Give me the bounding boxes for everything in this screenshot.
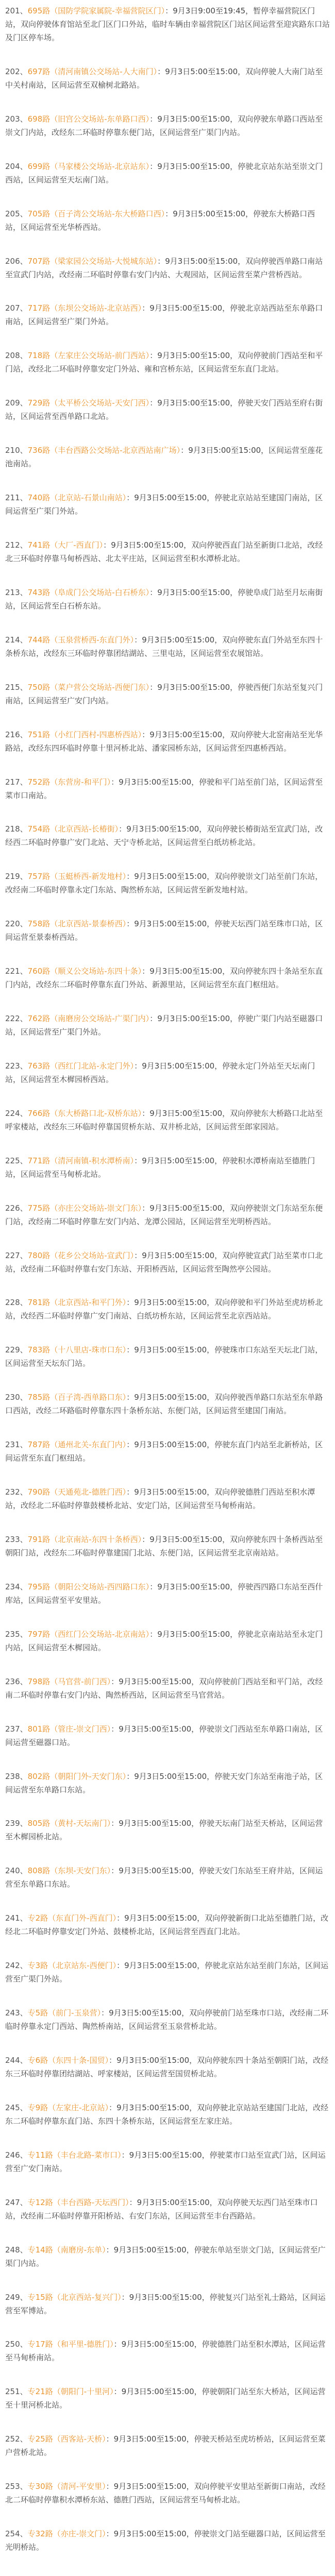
item-number: 241、 — [5, 1913, 28, 1923]
route-adjustment-detail: ：9月3日5:00至15:00，停驶东大桥路口西站，区间运营至光华桥西站。 — [5, 209, 315, 232]
route-name: 766路（东大桥路口北-双桥东站） — [27, 1108, 142, 1118]
route-name: 专12路（丰台西路-天坛西门） — [27, 2197, 129, 2207]
route-name: 741路（大厂-西直门） — [27, 540, 104, 550]
route-adjustment-detail: ：9月3日5:00至15:00，停驶北京南站站至永定门内站，区间运营至木樨园站。 — [5, 1629, 323, 1652]
route-item — [5, 2148, 330, 2175]
route-item — [5, 1485, 330, 1512]
item-number: 218、 — [5, 824, 28, 834]
route-adjustment-detail: ：9月3日9:00至19:45，暂停幸福营院区门站，双向停驶体育馆站至北门区门口外站，临时车辆由幸福营院区门站区间运营至迎宾路东口站及门区停车场。 — [5, 6, 330, 42]
route-item — [5, 586, 330, 613]
route-item — [5, 1343, 330, 1370]
route-item — [5, 1817, 330, 1843]
route-name: 797路（西红门公交场站-北京南站） — [27, 1629, 150, 1639]
item-number: 214、 — [5, 635, 28, 645]
route-name: 717路（东坝公交场站-北京站西） — [27, 303, 142, 313]
route-adjustment-detail: ：9月3日5:00至15:00，停驶天安门东站至南池子站，区间运营至东单路口东站。 — [5, 1771, 323, 1794]
route-name: 专15路（北京西站-复兴门） — [27, 2292, 122, 2302]
route-adjustment-detail: ：9月3日5:00至15:00，双向停驶崇文门站至前门东站，改经南二环临时停靠永定门东站、陶然桥东站，区间运营至新发地村站。 — [5, 872, 323, 895]
route-item — [5, 2527, 330, 2554]
route-name: 790路（天通苑北-德胜门西） — [27, 1487, 127, 1497]
item-number: 224、 — [5, 1108, 28, 1118]
item-number: 237、 — [5, 1724, 28, 1734]
route-adjustment-detail: ：9月3日5:00至15:00，停驶崇文门站至磁器口站，区间运营至光明桥站。 — [5, 2529, 326, 2552]
route-adjustment-detail: ：9月3日5:00至15:00，停驶积水潭桥南站至德胜门站，区间运营至马甸桥北站。 — [5, 1156, 315, 1179]
item-number: 245、 — [5, 2103, 28, 2112]
item-number: 219、 — [5, 872, 28, 882]
route-adjustment-detail: ：9月3日5:00至15:00，停驶东单站至崇文门站，区间运营至广渠门内站。 — [5, 2245, 326, 2268]
item-number: 212、 — [5, 540, 28, 550]
item-number: 213、 — [5, 587, 28, 597]
item-number: 209、 — [5, 398, 28, 408]
route-item — [5, 964, 330, 991]
route-item — [5, 1012, 330, 1039]
route-adjustment-detail: ：9月3日5:00至15:00，停驶北京站东站至前门东站，区间运营至广渠门外站。 — [5, 1961, 329, 1984]
route-item — [5, 2196, 330, 2223]
route-adjustment-detail: ：9月3日5:00至15:00，停驶复兴门站至礼士路站，区间运营至军博站。 — [5, 2292, 326, 2315]
route-adjustment-detail: ：9月3日5:00至15:00，双向停驶东四十条桥西站至朝阳门站，改经东二环临时停靠建国门北站、东便门站，区间运营至北京南站站。 — [5, 1535, 323, 1557]
item-number: 248、 — [5, 2245, 28, 2255]
item-number: 254、 — [5, 2529, 28, 2539]
route-item — [5, 255, 330, 281]
route-name: 专3路（北京站东-西便门） — [27, 1961, 117, 1971]
route-item — [5, 1438, 330, 1465]
route-name: 专6路（东四十条-国贸） — [27, 2055, 109, 2065]
route-name: 743路（阜成门公交场站-白石桥东） — [27, 587, 150, 597]
route-adjustment-detail: ：9月3日5:00至15:00，停驶菜市口站至宣武门站，区间运营至广安门南站。 — [5, 2150, 326, 2173]
item-number: 238、 — [5, 1771, 28, 1781]
route-item — [5, 1675, 330, 1702]
route-item — [5, 775, 330, 802]
item-number: 203、 — [5, 114, 28, 124]
route-name: 专32路（亦庄-崇文门） — [27, 2529, 106, 2539]
route-adjustment-detail: ：9月3日5:00至15:00，双向停驶东直门外站至东四十条桥东站，改经东三环临时停靠团结湖站、三里屯站，区间运营至农展馆站。 — [5, 635, 323, 658]
item-number: 239、 — [5, 1819, 28, 1828]
route-name: 771路（清河南镇-积水潭桥南） — [27, 1156, 135, 1165]
item-number: 231、 — [5, 1440, 28, 1450]
route-name: 专5路（前门-玉泉营） — [27, 2008, 102, 2018]
route-adjustment-detail: ：9月3日5:00至15:00，停驶北京站西站至东单路口南站，区间运营至广渠门外站。 — [5, 303, 323, 327]
route-item — [5, 2337, 330, 2364]
route-name: 787路（通州北关-东直门内） — [27, 1440, 127, 1450]
route-adjustment-detail: ：9月3日5:00至15:00，停驶珠市口东站至天坛北门站，区间运营至天坛东门站。 — [5, 1345, 323, 1368]
route-adjustment-detail: ：9月3日5:00至15:00，停驶西四路口东站至西什库站，区间运营至平安里站。 — [5, 1582, 323, 1605]
route-item — [5, 112, 330, 139]
route-adjustment-detail: ：9月3日5:00至15:00，停驶德胜门站至积水潭站，区间运营至马甸桥南站。 — [5, 2340, 326, 2363]
route-adjustment-detail: ：9月3日5:00至15:00，双向停驶西单路口南站至宣武门内站，改经南二环临时停靠右安门内站、大观园站，区间运营至菜户营桥西站。 — [5, 256, 323, 279]
route-name: 专2路（东直门外-西直门） — [27, 1913, 117, 1923]
item-number: 244、 — [5, 2055, 28, 2065]
route-name: 798路（马官营-前门西） — [27, 1676, 111, 1686]
route-name: 780路（花乡公交场站-宣武门） — [27, 1250, 135, 1260]
item-number: 229、 — [5, 1345, 28, 1355]
route-adjustment-detail: ：9月3日5:00至15:00，双向停驶宣武门站至菜市口北站，改经南二环临时停靠右安门东站、开阳桥西站，区间运营至陶然亭公园站。 — [5, 1250, 323, 1274]
route-name: 751路（小红门西村-四惠桥西站） — [27, 730, 142, 739]
route-adjustment-detail: ：9月3日5:00至15:00，停驶北京站东站至崇文门西站，区间运营至天坛南门站。 — [5, 161, 323, 184]
route-item — [5, 2243, 330, 2270]
route-name: 705路（百子湾公交场站-东大桥路口西） — [27, 209, 165, 218]
route-item — [5, 2291, 330, 2317]
item-number: 221、 — [5, 967, 28, 976]
route-name: 760路（顺义公交场站-东四十条） — [27, 967, 142, 976]
route-name: 801路（管庄-崇文门西） — [27, 1724, 111, 1734]
route-item — [5, 444, 330, 470]
route-adjustment-detail: ：9月3日5:00至15:00，停驶广渠门内站至磁器口站，区间运营至广渠门外站。 — [5, 1014, 323, 1037]
route-name: 758路（北京西站-景泰桥西） — [27, 919, 127, 929]
route-item — [5, 1249, 330, 1276]
route-name: 757路（玉蜓桥西-新发地村） — [27, 872, 127, 882]
route-item — [5, 1959, 330, 1986]
route-adjustment-detail: ：9月3日5:00至15:00，双向停驶前门站至珠市口站，改经南二环临时停靠永定门西站、陶然桥南站，区间运营至玉泉营桥北站。 — [5, 2008, 329, 2031]
route-name: 740路（北京站-石景山南站） — [27, 493, 127, 503]
route-adjustment-detail: ：9月3日5:00至15:00，双向停驶天坛西门站至珠市口站，改经南二环临时停靠开阳桥站、右安门东站，区间运营至丰台西路站。 — [5, 2197, 318, 2221]
route-name: 专11路（丰台北路-菜市口） — [27, 2150, 122, 2160]
route-adjustment-detail: ：9月3日5:00至15:00，双向停驶人大南门站至中关村南站，区间运营至双榆树北路站。 — [5, 66, 323, 90]
route-item — [5, 491, 330, 518]
item-number: 201、 — [5, 6, 28, 15]
route-name: 专21路（朝阳门-十里河） — [27, 2387, 114, 2397]
route-adjustment-detail: ：9月3日5:00至15:00，停驶天坛西门站至珠市口站，区间运营至景泰桥西站。 — [5, 919, 323, 942]
route-adjustment-detail: ：9月3日5:00至15:00，双向停驶西单路口东站至东单路口西站，改经二环路临时停靠东四十条桥东站、东便门站，区间运营至建国门南站。 — [5, 1393, 323, 1416]
item-number: 250、 — [5, 2340, 28, 2349]
route-name: 762路（南磨房公交场站-广渠门内） — [27, 1014, 150, 1024]
item-number: 251、 — [5, 2387, 28, 2397]
route-item — [5, 4, 330, 44]
route-name: 736路（丰台西路公交场站-北京西站南广场） — [27, 446, 181, 455]
route-adjustment-detail: ：9月3日5:00至15:00，停驶天安门西站至府右街站，区间运营至西单路口北站。 — [5, 398, 323, 421]
route-adjustment-detail: ：9月3日5:00至15:00，双向停驶和平门外站至虎坊桥北站，改经西二环临时停靠广安门南站、白纸坊桥东站，区间运营至北京西站站。 — [5, 1298, 323, 1321]
route-adjustment-detail: ：9月3日5:00至15:00，双向停驶东单路口西站至崇文门内站，改经东二环临时停靠东便门站，区间运营至广渠门内站。 — [5, 114, 323, 137]
item-number: 235、 — [5, 1629, 28, 1639]
item-number: 204、 — [5, 161, 28, 171]
route-adjustment-detail: ：9月3日5:00至15:00，双向停驶德胜门西站至积水潭站，改经北二环临时停靠鼓楼桥北站、安定门站，区间运营至马甸桥南站。 — [5, 1487, 315, 1511]
route-name: 750路（菜户营公交场站-西便门东） — [27, 682, 150, 692]
route-item — [5, 538, 330, 565]
route-name: 763路（西红门北站-永定门外） — [27, 1061, 135, 1071]
item-number: 247、 — [5, 2197, 28, 2207]
item-number: 226、 — [5, 1203, 28, 1213]
route-name: 805路（黄村-天坛南门） — [27, 1819, 111, 1828]
route-name: 795路（朝阳公交场站-西四路口东） — [27, 1582, 150, 1591]
item-number: 206、 — [5, 256, 28, 266]
route-name: 专25路（西客站-天桥） — [27, 2434, 106, 2444]
route-name: 785路（百子湾-西单路口东） — [27, 1393, 127, 1402]
route-adjustment-detail: ：9月3日5:00至15:00，双向停驶大北窑南站至光华路站，改经东四环临时停靠十里河桥北站、潘家园桥东站，区间运营至四惠桥西站。 — [5, 730, 323, 753]
item-number: 215、 — [5, 682, 28, 692]
item-number: 205、 — [5, 209, 28, 218]
route-item — [5, 65, 330, 92]
item-number: 208、 — [5, 351, 28, 361]
item-number: 211、 — [5, 493, 28, 503]
item-number: 246、 — [5, 2150, 28, 2160]
item-number: 216、 — [5, 730, 28, 739]
route-item — [5, 349, 330, 376]
route-item — [5, 822, 330, 849]
route-adjustment-detail: ：9月3日5:00至15:00，双向停驶西直门站至新街口北站，改经北三环临时停靠马甸桥西站、北太平庄站，区间运营至积水潭桥北站。 — [5, 540, 323, 563]
route-name: 783路（十八里店-珠市口东） — [27, 1345, 127, 1355]
route-name: 754路（北京西站-长椿街） — [27, 824, 119, 834]
route-item — [5, 2480, 330, 2506]
route-adjustment-detail: ：9月3日5:00至15:00，停驶北京站站至建国门南站，区间运营至广渠门外站。 — [5, 493, 323, 516]
route-item — [5, 917, 330, 944]
item-number: 232、 — [5, 1487, 28, 1497]
route-item — [5, 870, 330, 896]
route-adjustment-detail: ：9月3日5:00至15:00，停驶和平门站至前门站，区间运营至菜市口南站。 — [5, 777, 323, 800]
route-name: 752路（东营房-和平门） — [27, 777, 111, 787]
item-number: 233、 — [5, 1535, 28, 1544]
route-adjustment-detail: ：9月3日5:00至15:00，停驶永定门外站至天坛南门站，区间运营至木樨园桥西站。 — [5, 1061, 315, 1084]
route-item — [5, 681, 330, 707]
route-adjustment-detail: ：9月3日5:00至15:00，双向停驶崇文门东站至东便门站，改经南二环临时停靠左安门内站、龙潭公园站，区间运营至光明桥西站。 — [5, 1203, 323, 1226]
route-name: 专30路（清河-平安里） — [27, 2482, 106, 2492]
route-name: 专14路（南磨房-东单） — [27, 2245, 106, 2255]
route-item — [5, 2101, 330, 2128]
route-item — [5, 207, 330, 234]
route-name: 707路（梁家园公交场站-大悦城东站） — [27, 256, 158, 266]
route-adjustment-detail: ：9月3日5:00至15:00，双向停驶东大桥路口北站至呼家楼站，改经东三环临时停靠国贸桥东站、双井桥北站，区间运营至郎家园站。 — [5, 1108, 323, 1131]
route-item — [5, 1722, 330, 1749]
item-number: 240、 — [5, 1866, 28, 1876]
route-adjustment-detail: ：9月3日5:00至15:00，双向停驶东四十条站至朝阳门站，改经东三环临时停靠团结湖站、呼家楼站，区间运营至国贸桥北站。 — [5, 2055, 329, 2078]
route-item — [5, 1580, 330, 1607]
item-number: 225、 — [5, 1156, 28, 1165]
route-item — [5, 728, 330, 755]
route-item — [5, 396, 330, 423]
route-item — [5, 2054, 330, 2080]
route-item — [5, 1391, 330, 1417]
route-item — [5, 1628, 330, 1654]
route-adjustment-detail: ：9月3日5:00至15:00，双向停驶北京站站至建国门北站，改经东二环临时停靠东直门站、东四十条桥东站，区间运营至左家庄站。 — [5, 2103, 329, 2126]
route-item — [5, 1296, 330, 1323]
route-name: 专17路（和平里-德胜门） — [27, 2340, 114, 2349]
route-item — [5, 1911, 330, 1938]
item-number: 252、 — [5, 2434, 28, 2444]
route-item — [5, 1154, 330, 1181]
item-number: 223、 — [5, 1061, 28, 1071]
route-item — [5, 1770, 330, 1797]
route-adjustment-detail: ：9月3日5:00至15:00，停驶西便门东站至复兴门南站，区间运营至广安门内站。 — [5, 682, 323, 705]
route-item — [5, 301, 330, 328]
route-name: 802路（朝阳门外-天安门东） — [27, 1771, 127, 1781]
route-adjustment-detail: ：9月3日5:00至15:00，停驶东直门内站至北新桥站，区间运营至东直门枢纽站。 — [5, 1440, 323, 1463]
item-number: 234、 — [5, 1582, 28, 1591]
route-adjustment-detail: ：9月3日5:00至15:00，停驶天桥站至虎坊桥站，区间运营至菜户营桥北站。 — [5, 2434, 326, 2458]
route-name: 781路（北京西站-和平门外） — [27, 1298, 127, 1308]
route-name: 专9路（左家庄-北京站） — [27, 2103, 109, 2112]
route-adjustment-detail: ：9月3日5:00至15:00，停驶朝阳门站至东大桥站，区间运营至十里河桥北站。 — [5, 2387, 326, 2410]
route-name: 697路（清河南镇公交场站-人大南门） — [27, 66, 158, 76]
item-number: 210、 — [5, 446, 28, 455]
item-number: 207、 — [5, 303, 28, 313]
route-item — [5, 1201, 330, 1228]
route-item — [5, 1107, 330, 1133]
route-adjustment-detail: ：9月3日5:00至15:00，停驶天安门东站至王府井站，区间运营至东单路口东站。 — [5, 1866, 323, 1889]
route-adjustment-detail: ：9月3日5:00至15:00，停驶崇文门西站至东单路口南站，区间运营至磁器口站。 — [5, 1724, 323, 1747]
item-number: 249、 — [5, 2292, 28, 2302]
route-name: 718路（左家庄公交场站-前门西站） — [27, 351, 150, 361]
route-name: 744路（玉泉营桥西-东直门外） — [27, 635, 135, 645]
route-name: 808路（东坝-天安门东） — [27, 1866, 111, 1876]
route-adjustment-detail: ：9月3日5:00至15:00，双向停驶长椿街站至宣武门站，改经西二环临时停靠广安门北站、天宁寺桥北站，区间运营至白纸坊桥北站。 — [5, 824, 323, 848]
route-item — [5, 633, 330, 660]
item-number: 242、 — [5, 1961, 28, 1971]
route-item — [5, 2432, 330, 2459]
route-adjustment-detail: ：9月3日5:00至15:00，停驶阜成门站至月坛南街站，区间运营至白石桥东站。 — [5, 587, 323, 611]
route-name: 699路（马家楼公交场站-北京站东） — [27, 161, 150, 171]
item-number: 253、 — [5, 2482, 28, 2492]
item-number: 243、 — [5, 2008, 28, 2018]
route-adjustment-detail: ：9月3日5:00至15:00，停驶天坛南门站至天桥站，区间运营至木樨园桥北站。 — [5, 1819, 323, 1842]
route-item — [5, 2385, 330, 2412]
route-item — [5, 1059, 330, 1086]
item-number: 217、 — [5, 777, 28, 787]
route-name: 775路（亦庄公交场站-崇文门东） — [27, 1203, 142, 1213]
item-number: 228、 — [5, 1298, 28, 1308]
route-item — [5, 160, 330, 187]
item-number: 236、 — [5, 1676, 28, 1686]
route-item — [5, 1864, 330, 1891]
route-adjustment-detail: ：9月3日5:00至15:00，区间运营至莲花池南站。 — [5, 446, 323, 469]
route-adjustment-detail: ：9月3日5:00至15:00，双向停驶前门西站至和平门站，改经南二环临时停靠右安门内站、陶然桥西站，区间运营至马官营站。 — [5, 1676, 323, 1700]
route-name: 791路（北京南站-东四十条桥西） — [27, 1535, 142, 1544]
route-name: 729路（太平桥公交场站-天安门西） — [27, 398, 150, 408]
item-number: 220、 — [5, 919, 28, 929]
item-number: 202、 — [5, 66, 28, 76]
route-adjustment-detail: ：9月3日5:00至15:00，双向停驶平安里站至新街口南站，改经北二环临时停靠积水潭桥东站、德胜门西站，区间运营至马甸桥北站。 — [5, 2482, 326, 2505]
route-adjustment-detail: ：9月3日5:00至15:00，双向停驶新街口北站至德胜门站，改经北二环临时停靠安定门外站、鼓楼桥北站，区间运营至西直门北站。 — [5, 1913, 329, 1937]
route-adjustment-detail: ：9月3日5:00至15:00，双向停驶东四十条站至东直门内站，改经东二环临时停靠东直门外站、新源里站，区间运营至东直门枢纽站。 — [5, 967, 323, 990]
route-name: 695路（国防学院家属院-幸福营院区门） — [27, 6, 165, 15]
route-name: 698路（旧宫公交场站-东单路口西） — [27, 114, 150, 124]
route-item — [5, 1533, 330, 1560]
item-number: 230、 — [5, 1393, 28, 1402]
item-number: 222、 — [5, 1014, 28, 1024]
route-item — [5, 2006, 330, 2033]
item-number: 227、 — [5, 1250, 28, 1260]
route-adjustment-detail: ：9月3日5:00至15:00，双向停驶前门西站至和平门站，改经北二环临时停靠安定门外站、雍和宫桥东站，区间运营至东直门北站。 — [5, 351, 323, 374]
